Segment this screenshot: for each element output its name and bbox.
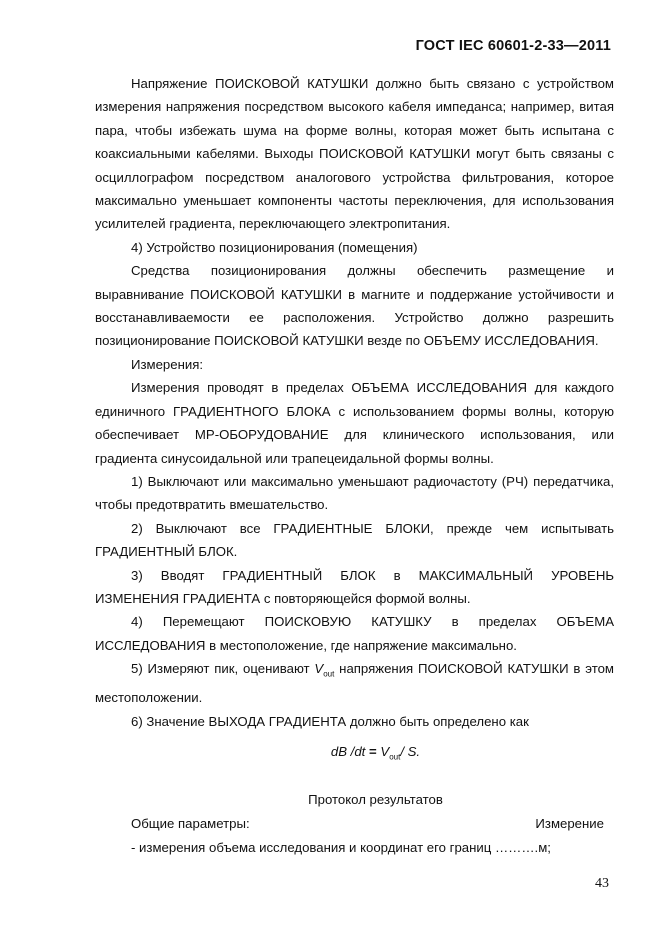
step-5-after: напряжения ПОИСКОВОЙ КАТУШКИ в этом местоположении.: [95, 661, 614, 706]
protocol-title: Протокол результатов: [308, 792, 443, 807]
paragraph-measurements-description: Измерения проводят в пределах ОБЪЕМА ИССЛЕДОВАНИЯ для каждого единичного ГРАДИЕНТНОГО БЛОКА с использованием формы волны, которую обеспечивает МР-ОБОРУДОВАНИЕ для клинического использования, или градиента синусоидальной или трапецеидальной формы волны.: [95, 380, 614, 466]
protocol-params-row: [131, 816, 604, 831]
body-text: [95, 72, 614, 733]
gradient-output-formula: [0, 744, 661, 762]
paragraph-measurements-heading: Измерения:: [131, 356, 204, 372]
formula-v: V: [380, 744, 390, 759]
step-2: 2) Выключают все ГРАДИЕНТНЫЕ БЛОКИ, прежде чем испытывать ГРАДИЕНТНЫЙ БЛОК.: [95, 520, 614, 560]
protocol-item-volume: - измерения объема исследования и координат его границ ……….м;: [131, 840, 551, 855]
step-4: 4) Перемещают ПОИСКОВУЮ КАТУШКУ в пределах ОБЪЕМА ИССЛЕДОВАНИЯ в местоположение, где напряжение максимально.: [95, 614, 614, 653]
step-5-subscript: out: [323, 669, 335, 679]
general-parameters-label: Общие параметры:: [131, 816, 250, 831]
document-header: ГОСТ IEC 60601-2-33—2011: [415, 38, 611, 54]
formula-equals: =: [365, 744, 381, 759]
measurement-label: Измерение: [535, 816, 604, 831]
step-5-before: 5) Измеряют пик, оценивают: [131, 661, 315, 677]
step-6: 6) Значение ВЫХОДА ГРАДИЕНТА должно быть определено как: [131, 713, 529, 729]
formula-rhs: / S.: [400, 744, 421, 759]
formula-lhs: dB /dt: [330, 744, 366, 759]
paragraph-positioning-device: 4) Устройство позиционирования (помещения): [131, 239, 418, 255]
paragraph-positioning-means: Средства позиционирования должны обеспечить размещение и выравнивание ПОИСКОВОЙ КАТУШКИ в магните и поддержание устойчивости и восстанавливаемости ее расположения. Устройство должно разрешить позиционирование ПОИСКОВОЙ КАТУШКИ везде по ОБЪЕМУ ИССЛЕДОВАНИЯ.: [95, 263, 614, 349]
step-5-variable: V: [314, 661, 324, 677]
step-3: 3) Вводят ГРАДИЕНТНЫЙ БЛОК в МАКСИМАЛЬНЫЙ УРОВЕНЬ ИЗМЕНЕНИЯ ГРАДИЕНТА с повторяющейся формой волны.: [95, 567, 614, 606]
page-number: 43: [595, 876, 609, 891]
paragraph-search-coil-voltage: Напряжение ПОИСКОВОЙ КАТУШКИ должно быть связано с устройством измерения напряжения посредством высокого кабеля импеданса; например, витая пара, чтобы избежать шума на форме волны, которая может быть испытана с коаксиальными кабелями. Выходы ПОИСКОВОЙ КАТУШКИ могут быть связаны с осциллографом посредством аналогового устройства фильтрования, которое максимально уменьшает компоненты частоты переключения, для использования усилителей градиента, переключающего электропитания.: [95, 76, 614, 232]
formula-subscript: out: [389, 752, 401, 762]
step-1: 1) Выключают или максимально уменьшают радиочастоту (РЧ) передатчика, чтобы предотвратить вмешательство.: [95, 473, 614, 513]
step-5: [95, 657, 614, 709]
